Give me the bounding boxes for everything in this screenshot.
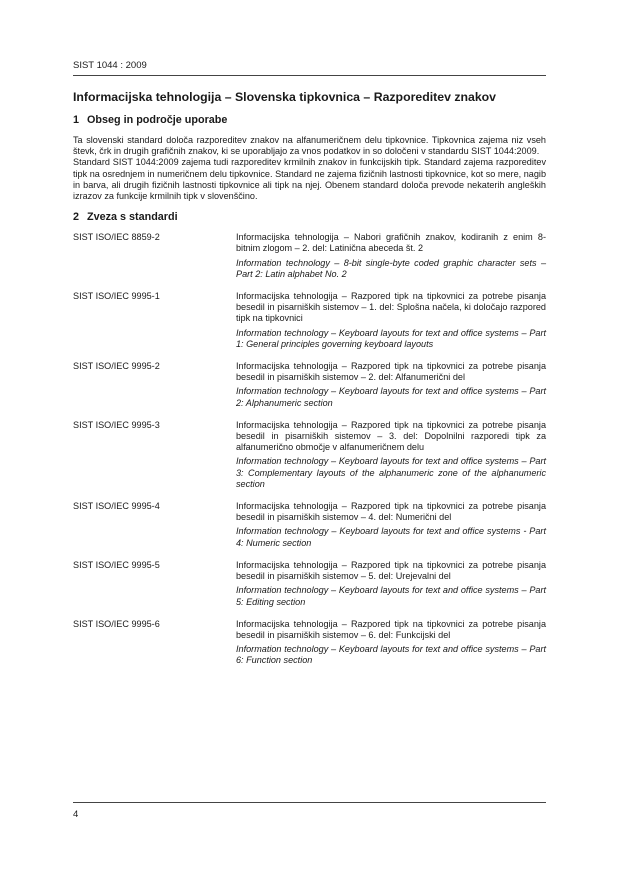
reference-title-english: Information technology – Keyboard layouts for text and office systems – Part 2: Alphanumeric section xyxy=(236,386,546,408)
reference-row xyxy=(73,560,546,608)
reference-title-slovene: Informacijska tehnologija – Nabori grafičnih znakov, kodiranih z enim 8-bitnim zlogom – 2. del: Latinična abeceda št. 2 xyxy=(236,232,546,254)
section-1-heading xyxy=(73,113,546,127)
section-2-number: 2 xyxy=(73,211,80,224)
reference-title-english: Information technology – Keyboard layouts for text and office systems – Part 1: General principles governing keyboard layouts xyxy=(236,327,546,349)
section-1-paragraph: Ta slovenski standard določa razporeditev znakov na alfanumeričnem delu tipkovnice. Tipkovnica zajema niz vseh števk, črk in drugih grafičnih znakov, ki se uporabljajo za vnos podatkov in so določeni v standardu SIST 1044:2009. xyxy=(73,135,546,157)
reference-code: SIST ISO/IEC 9995-6 xyxy=(73,618,160,629)
reference-description xyxy=(236,420,546,490)
header-standard-id: SIST 1044 : 2009 xyxy=(73,60,147,71)
reference-title-slovene: Informacijska tehnologija – Razpored tipk na tipkovnici za potrebe pisanja besedil in pisarniških sistemov – 3. del: Dopolnilni razporedi tipk za alfanumerično območje v alfanumeričnem delu xyxy=(236,419,546,453)
section-2-title: Zveza s standardi xyxy=(87,211,178,224)
reference-title-english: Information technology – 8-bit single-byte coded graphic character sets – Part 2: Latin alphabet No. 2 xyxy=(236,257,546,279)
reference-code: SIST ISO/IEC 9995-3 xyxy=(73,419,160,430)
reference-row xyxy=(73,501,546,549)
reference-title-english: Information technology – Keyboard layouts for text and office systems - Part 4: Numeric section xyxy=(236,526,546,548)
reference-title-english: Information technology – Keyboard layouts for text and office systems – Part 5: Editing section xyxy=(236,585,546,607)
reference-row xyxy=(73,361,546,409)
reference-list xyxy=(73,232,546,666)
reference-row xyxy=(73,420,546,490)
reference-code: SIST ISO/IEC 9995-5 xyxy=(73,559,160,570)
reference-code: SIST ISO/IEC 8859-2 xyxy=(73,232,160,243)
reference-description xyxy=(236,619,546,667)
reference-description xyxy=(236,560,546,608)
document-title: Informacijska tehnologija – Slovenska tipkovnica – Razporeditev znakov xyxy=(73,90,497,104)
reference-title-slovene: Informacijska tehnologija – Razpored tipk na tipkovnici za potrebe pisanja besedil in pisarniških sistemov – 2. del: Alfanumerični del xyxy=(236,361,546,383)
section-1-number: 1 xyxy=(73,114,80,126)
reference-description xyxy=(236,501,546,549)
reference-code: SIST ISO/IEC 9995-2 xyxy=(73,361,160,372)
section-1-title: Obseg in področje uporabe xyxy=(87,114,228,126)
footer-divider xyxy=(73,802,546,803)
reference-code: SIST ISO/IEC 9995-1 xyxy=(73,291,160,302)
reference-description xyxy=(236,361,546,409)
reference-description xyxy=(236,232,546,280)
section-2-heading xyxy=(73,210,546,224)
reference-title-english: Information technology – Keyboard layouts for text and office systems – Part 3: Complementary layouts of the alphanumeric zone of the alphanumeric section xyxy=(236,456,546,489)
main-content xyxy=(73,90,546,678)
reference-row xyxy=(73,619,546,667)
reference-code: SIST ISO/IEC 9995-4 xyxy=(73,501,160,512)
reference-row xyxy=(73,232,546,280)
reference-title-slovene: Informacijska tehnologija – Razpored tipk na tipkovnici za potrebe pisanja besedil in pisarniških sistemov – 6. del: Funkcijski del xyxy=(236,618,546,640)
section-1-paragraph: Standard SIST 1044:2009 zajema tudi razporeditev krmilnih znakov in funkcijskih tipk. Standard zajema razporeditev tipk na osrednjem in numeričnem delu tipkovnice. Standard ne zajema fizičnih lastnosti tipkovnice, kot so mere, nagib in barva, ali drugih fizičnih lastnosti tipkovnice ali tipk na njej. Obenem standard določa prevode nekaterih angleških izrazov za funkcije krmilnih tipk v slovenščino. xyxy=(73,157,546,202)
reference-title-slovene: Informacijska tehnologija – Razpored tipk na tipkovnici za potrebe pisanja besedil in pisarniških sistemov – 1. del: Splošna načela, ki določajo razpored tipk na tipkovnici xyxy=(236,291,546,324)
reference-description xyxy=(236,291,546,350)
header-divider xyxy=(73,75,546,76)
reference-row xyxy=(73,291,546,350)
reference-title-slovene: Informacijska tehnologija – Razpored tipk na tipkovnici za potrebe pisanja besedil in pisarniških sistemov – 5. del: Urejevalni del xyxy=(236,559,546,582)
page-number: 4 xyxy=(73,809,79,820)
reference-title-english: Information technology – Keyboard layouts for text and office systems – Part 6: Function section xyxy=(236,644,546,666)
reference-title-slovene: Informacijska tehnologija – Razpored tipk na tipkovnici za potrebe pisanja besedil in pisarniških sistemov – 4. del: Numerični del xyxy=(236,501,546,523)
